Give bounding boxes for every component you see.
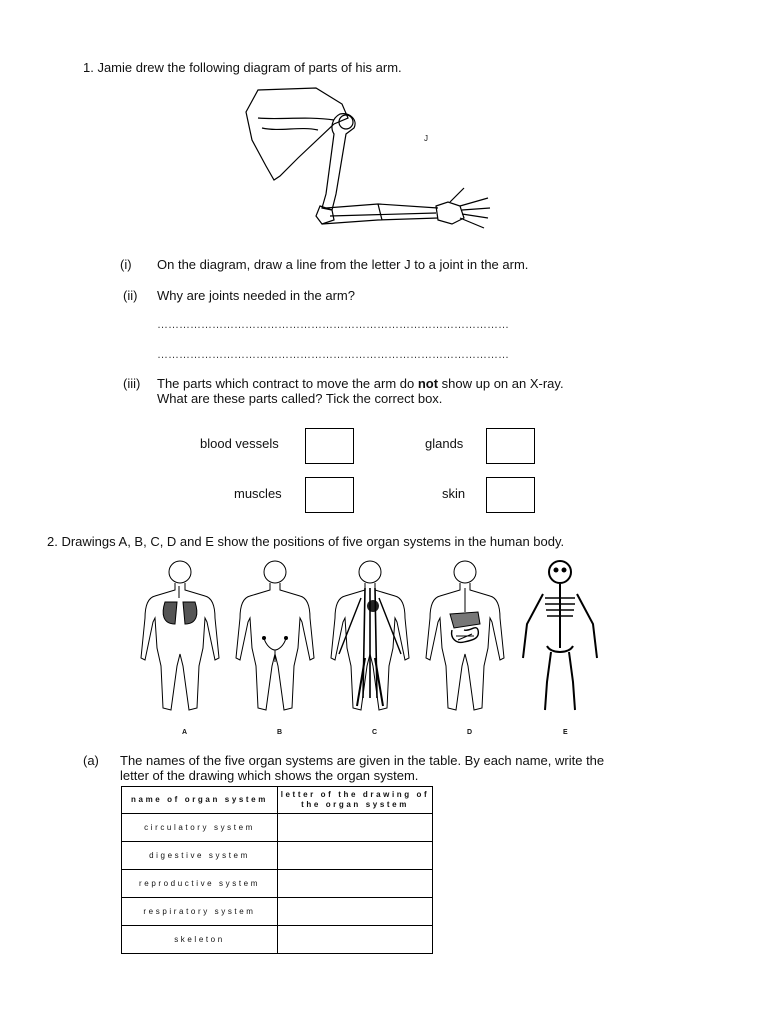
q1-part-iii-number: (iii) bbox=[123, 376, 141, 391]
table-row bbox=[122, 870, 433, 898]
q2-part-a-line2: letter of the drawing which shows the organ system. bbox=[120, 768, 419, 783]
forearm-shape bbox=[326, 204, 438, 208]
table-row bbox=[122, 842, 433, 870]
q1-part-iii-line1 bbox=[157, 376, 564, 391]
table-cell-system: reproductive system bbox=[122, 870, 278, 898]
table-row bbox=[122, 814, 433, 842]
hand-shape bbox=[436, 202, 464, 224]
table-cell-answer[interactable] bbox=[278, 898, 433, 926]
drawing-b-reproductive bbox=[236, 561, 314, 710]
table-header-letter-line2: the organ system bbox=[301, 800, 409, 809]
drawing-d-digestive bbox=[426, 561, 504, 710]
q1-part-iii-line2: What are these parts called? Tick the correct box. bbox=[157, 391, 443, 406]
q1-part-iii-text-b: show up on an X-ray. bbox=[438, 376, 564, 391]
tickbox-blood-vessels[interactable] bbox=[305, 428, 354, 464]
drawing-e-skeleton bbox=[523, 561, 597, 710]
figure-letter-d: D bbox=[467, 729, 473, 736]
table-row bbox=[122, 926, 433, 954]
drawing-a-respiratory bbox=[141, 561, 219, 710]
table-cell-system: digestive system bbox=[122, 842, 278, 870]
figure-letter-b: B bbox=[277, 729, 283, 736]
q1-part-ii-number: (ii) bbox=[123, 288, 138, 303]
drawing-c-circulatory bbox=[331, 561, 409, 710]
tickbox-skin[interactable] bbox=[486, 477, 535, 513]
table-header-letter bbox=[278, 787, 433, 814]
q2-intro: 2. Drawings A, B, C, D and E show the positions of five organ systems in the human body. bbox=[47, 534, 565, 549]
table-cell-answer[interactable] bbox=[278, 870, 433, 898]
table-cell-answer[interactable] bbox=[278, 926, 433, 954]
table-cell-system: skeleton bbox=[122, 926, 278, 954]
option-label-glands: glands bbox=[425, 436, 464, 451]
q1-part-i-text: On the diagram, draw a line from the letter J to a joint in the arm. bbox=[157, 257, 529, 272]
table-cell-system: circulatory system bbox=[122, 814, 278, 842]
table-header-letter-line1: letter of the drawing of bbox=[280, 790, 430, 799]
organ-systems-figure bbox=[135, 558, 615, 728]
table-header-row bbox=[122, 787, 433, 814]
figure-letter-e: E bbox=[563, 729, 568, 736]
letter-j-label: J bbox=[424, 134, 428, 143]
q2-part-a-number: (a) bbox=[83, 753, 99, 768]
answer-line-2[interactable]: …………………………………………………………………………………… bbox=[157, 349, 509, 361]
q2-part-a-line1: The names of the five organ systems are given in the table. By each name, write the bbox=[120, 753, 605, 768]
option-label-blood-vessels: blood vessels bbox=[200, 436, 279, 451]
organ-system-table bbox=[121, 786, 433, 954]
option-label-skin: skin bbox=[442, 486, 466, 501]
figure-letter-c: C bbox=[372, 729, 378, 736]
q1-part-ii-text: Why are joints needed in the arm? bbox=[157, 288, 355, 303]
tickbox-muscles[interactable] bbox=[305, 477, 354, 513]
option-label-muscles: muscles bbox=[234, 486, 282, 501]
q1-part-i-number: (i) bbox=[120, 257, 132, 272]
answer-line-1[interactable]: …………………………………………………………………………………… bbox=[157, 319, 509, 331]
arm-skeleton-diagram bbox=[238, 84, 494, 244]
q1-part-iii-bold-not: not bbox=[417, 376, 439, 391]
scapula-shape bbox=[246, 88, 348, 180]
table-row bbox=[122, 898, 433, 926]
table-cell-answer[interactable] bbox=[278, 814, 433, 842]
table-header-name: name of organ system bbox=[122, 787, 278, 814]
q1-intro: 1. Jamie drew the following diagram of parts of his arm. bbox=[83, 60, 402, 75]
figure-letter-a: A bbox=[182, 729, 188, 736]
tickbox-glands[interactable] bbox=[486, 428, 535, 464]
q1-part-iii-text-a: The parts which contract to move the arm do bbox=[157, 376, 418, 391]
table-cell-system: respiratory system bbox=[122, 898, 278, 926]
table-cell-answer[interactable] bbox=[278, 842, 433, 870]
